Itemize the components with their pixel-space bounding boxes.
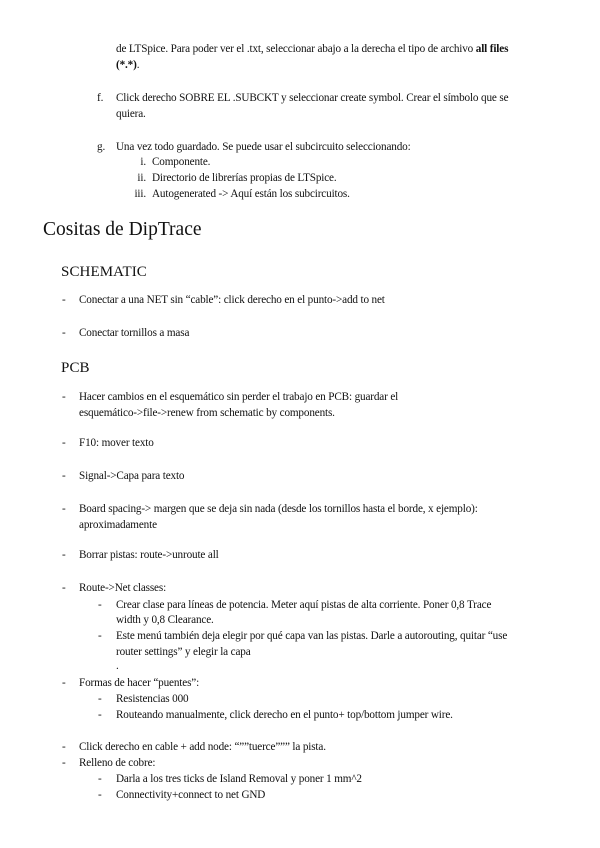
list-marker: i. [140,156,146,168]
list-item-text: Relleno de cobre: [79,757,156,769]
bullet-marker: - [62,470,66,482]
bullet-marker: - [62,503,66,515]
paragraph-line [116,58,139,73]
list-item-text: Connectivity+connect to net GND [116,789,266,801]
list-item-text: Board spacing-> margen que se deja sin nada (desde los tornillos hasta el borde, x ejemplo): [79,503,478,515]
section-heading: Cositas de DipTrace [43,219,202,240]
bullet-marker: - [62,549,66,561]
bullet-marker: - [62,582,66,594]
list-item-text: Una vez todo guardado. Se puede usar el subcircuito seleccionando: [116,141,411,153]
list-item-text: Click derecho SOBRE EL .SUBCKT y seleccionar create symbol. Crear el símbolo que se [116,92,509,104]
list-item-text: Route->Net classes: [79,582,167,594]
bullet-marker: - [62,437,66,449]
text-span: . [136,59,140,71]
list-item-text: width y 0,8 Clearance. [116,614,214,626]
bullet-marker: - [62,294,66,306]
list-marker: iii. [134,188,146,200]
list-item-text: quiera. [116,108,146,120]
subsection-heading: SCHEMATIC [61,264,147,280]
list-item-text: Darla a los tres ticks de Island Removal y poner 1 mm^2 [116,773,362,785]
list-item-text: Componente. [152,156,211,168]
list-item-text: Formas de hacer “puentes”: [79,677,200,689]
list-item-text: Crear clase para líneas de potencia. Meter aquí pistas de alta corriente. Poner 0,8 Trace [116,599,492,611]
bullet-marker: - [98,773,102,785]
list-item-text: Conectar tornillos a masa [79,327,190,339]
bullet-marker: - [98,789,102,801]
list-item-text: Signal->Capa para texto [79,470,185,482]
list-item-text: Directorio de librerías propias de LTSpice. [152,172,337,184]
bullet-marker: - [98,693,102,705]
bullet-marker: - [62,327,66,339]
list-item-text: aproximadamente [79,519,157,531]
list-item-text: F10: mover texto [79,437,154,449]
bullet-marker: - [98,599,102,611]
paragraph-line [116,42,508,57]
bullet-marker: - [62,677,66,689]
list-item-text: router settings” y elegir la capa [116,646,251,658]
list-item-text: Este menú también deja elegir por qué capa van las pistas. Darle a autorouting, quitar “use [116,630,508,642]
list-item-text: Hacer cambios en el esquemático sin perder el trabajo en PCB: guardar el [79,391,399,403]
bullet-marker: - [62,391,66,403]
bold-text: all files [475,43,509,55]
list-item-text: esquemático->file->renew from schematic by components. [79,407,335,419]
list-item-text: Routeando manualmente, click derecho en el punto+ top/bottom jumper wire. [116,709,453,721]
bold-text: (*.*) [116,59,137,71]
list-marker: f. [97,92,104,104]
list-marker: ii. [137,172,146,184]
bullet-marker: - [62,741,66,753]
bullet-marker: - [98,709,102,721]
list-item-text: Resistencias 000 [116,693,189,705]
list-marker: g. [97,141,106,153]
stray-dot: . [116,660,119,672]
bullet-marker: - [98,630,102,642]
list-item-text: Click derecho en cable + add node: “””tuerce””” la pista. [79,741,326,753]
list-item-text: Conectar a una NET sin “cable”: click derecho en el punto->add to net [79,294,385,306]
bullet-marker: - [62,757,66,769]
subsection-heading: PCB [61,360,90,376]
list-item-text: Borrar pistas: route->unroute all [79,549,219,561]
list-item-text: Autogenerated -> Aquí están los subcircuitos. [152,188,350,200]
text-span: de LTSpice. Para poder ver el .txt, seleccionar abajo a la derecha el tipo de archivo [116,43,476,55]
